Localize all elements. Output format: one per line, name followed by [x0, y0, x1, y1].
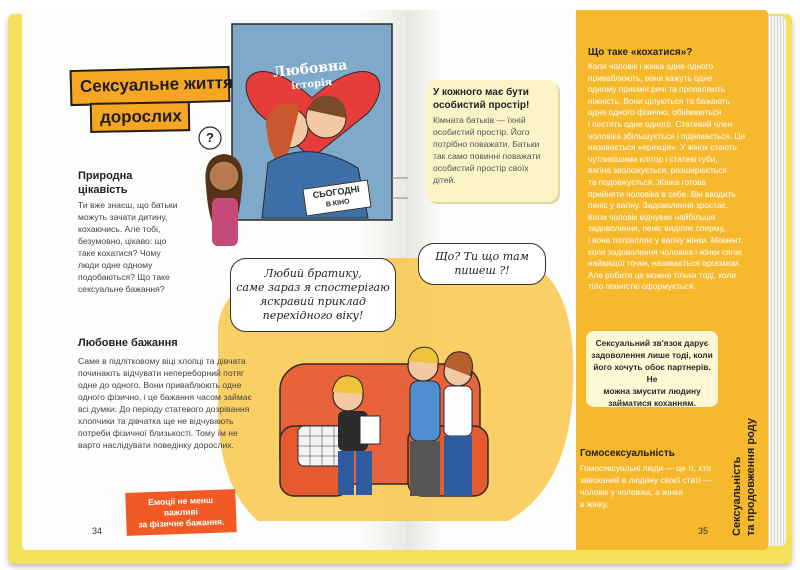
text-line: вагіна зволожується, розширюється — [588, 165, 727, 176]
section-text-curiosity — [78, 199, 188, 295]
text-line: дітей. — [433, 175, 456, 185]
text-line: особистий простір. Його — [433, 127, 530, 137]
personal-space-heading-line1: У кожного має бути — [433, 87, 529, 98]
text-line: коли задоволення чоловіка і жінки сягає — [588, 246, 743, 257]
text-line: потрібно поважати. Батьки — [433, 139, 540, 149]
text-line: Кімната батьків — їхній — [433, 115, 526, 125]
text-line: і пестять одне одного. Статевий член — [588, 118, 733, 129]
speech-line: перехідного віку! — [262, 309, 364, 322]
text-line: Гомосексуальні люди — це ті, хто — [580, 463, 711, 473]
text-line: потреби фізичної близькості. Тому їм не — [78, 428, 238, 438]
text-line: Коли чоловік і жінка одне одного — [588, 61, 714, 71]
text-line: одне до одного. Вони приваблюють одне — [78, 380, 242, 390]
text-line: можна змусити людину — [603, 386, 701, 396]
text-line: та подовжується. Жінка готова — [588, 176, 707, 187]
book-spread — [8, 6, 792, 561]
girl-illustration — [194, 126, 254, 246]
poster-tag-line1: СЬОГОДНІ — [312, 183, 361, 201]
text-line: в жінку. — [580, 499, 609, 509]
text-line: прийняти чоловіка в себе. Він вводить — [588, 188, 736, 199]
personal-space-text — [433, 114, 557, 186]
page-edges — [768, 16, 786, 546]
text-line: і вона потрапляє у вагіну жінки. Момент, — [588, 234, 743, 245]
section-heading-curiosity-line2: цікавість — [78, 184, 128, 196]
text-line: сексуальне бажання? — [78, 284, 165, 294]
section-heading-curiosity — [78, 169, 132, 197]
side-panel-text — [588, 61, 748, 293]
text-line: Але робити це можна тільки тоді, коли — [588, 269, 736, 280]
text-line: пеніс у вагіну. Задоволення зростає. — [588, 200, 729, 211]
speech-bubble-boy — [418, 243, 546, 285]
chapter-vertical-title — [730, 418, 758, 536]
emotions-callout — [125, 489, 236, 536]
text-line: закоханий в людину своєї статі — — [580, 475, 712, 485]
text-line: займатися коханням. — [608, 398, 696, 408]
text-line: безумовно, цікаво: що — [78, 236, 167, 246]
text-line: одному приємні речі та проявляють — [588, 84, 726, 95]
homosexuality-heading: Гомосексуальність — [580, 448, 675, 459]
girl-thought-bubble: ? — [206, 130, 214, 145]
speech-line: Що? Ти що там — [435, 250, 529, 263]
text-line: називається «ерекція». У жінок стають — [588, 142, 737, 153]
text-line: можуть зачати дитину, — [78, 212, 168, 222]
text-line: тіло повністю сформується. — [588, 281, 696, 292]
text-line: Сексуальний зв'язок дарує — [595, 338, 709, 348]
text-line: приваблюють, вони кажуть одне — [588, 72, 713, 83]
section-text-desire — [78, 355, 258, 451]
text-line: задоволення лише тоді, коли — [591, 350, 713, 360]
text-line: Ти вже знаєш, що батьки — [78, 200, 178, 210]
poster-heading-line2: історія — [290, 76, 333, 93]
personal-space-heading-line2: особистий простір! — [433, 100, 530, 111]
side-panel-heading: Що таке «кохатися»? — [588, 47, 693, 58]
speech-line: саме зараз я спостерігаю — [236, 281, 390, 294]
page-number-right: 35 — [698, 526, 709, 536]
poster-heading-line1: Любовна — [272, 57, 349, 81]
text-line: одне одного фізично, обіймаються — [588, 107, 722, 118]
section-heading-desire: Любовне бажання — [78, 337, 178, 349]
section-heading-curiosity-line1: Природна — [78, 170, 133, 182]
page-title-line1: Сексуальне життя — [79, 73, 234, 96]
text-line: кохаючись. Але тобі, — [78, 224, 161, 234]
page-title-line2: дорослих — [99, 106, 183, 127]
text-line: хлопчики та дівчатка ще не відчувають — [78, 416, 234, 426]
text-line: його хочуть обоє партнерів. Не — [593, 362, 711, 384]
text-line: задоволення, пеніс виділяє сперму, — [588, 223, 726, 234]
consent-callout-text — [588, 337, 716, 409]
speech-line: яскравий приклад — [260, 295, 366, 308]
text-line: ніжність. Вони цілуються та бажають — [588, 95, 730, 106]
homosexuality-text — [580, 462, 720, 510]
callout-line: Емоції не менш важливі — [148, 494, 214, 518]
text-line: найвищої точки, називається оргазмом. — [588, 258, 741, 269]
text-line: Коли чоловік відчуває найбільше — [588, 211, 716, 222]
text-line: чоловік у чоловіка, а жінка — [580, 487, 683, 497]
text-line: Саме в підлітковому віці хлопці та дівчата — [78, 356, 246, 366]
chapter-title-line1: Сексуальність — [731, 456, 743, 536]
text-line: таке кохатися? Чому — [78, 248, 161, 258]
callout-line: за фізичне бажання. — [138, 516, 225, 530]
speech-bubble-girl — [230, 258, 396, 332]
speech-line: пишеш ?! — [454, 264, 510, 277]
page-number-left: 34 — [92, 526, 103, 536]
text-line: люди одне одному — [78, 260, 153, 270]
text-line: чутливішими клітор і статеві губи, — [588, 153, 718, 164]
speech-line: Любий братику, — [264, 267, 362, 280]
text-line: чоловіка збільшується і піднімається. Це — [588, 130, 746, 141]
text-line: всі думки. До періоду статевого дозрівання — [78, 404, 250, 414]
text-line: особистий простір своїх — [433, 163, 529, 173]
text-line: одного фізично, і це бажання часом займає — [78, 392, 252, 402]
chapter-title-line2: та продовження роду — [745, 418, 757, 536]
text-line: варто наслідувати поведінку дорослих. — [78, 440, 234, 450]
text-line: подобаються? Що таке — [78, 272, 170, 282]
personal-space-heading — [433, 86, 529, 112]
text-line: починають відчувати непереборний потяг — [78, 368, 245, 378]
text-line: так само повинні поважати — [433, 151, 541, 161]
poster-tag-line2: В КІНО — [325, 198, 350, 209]
